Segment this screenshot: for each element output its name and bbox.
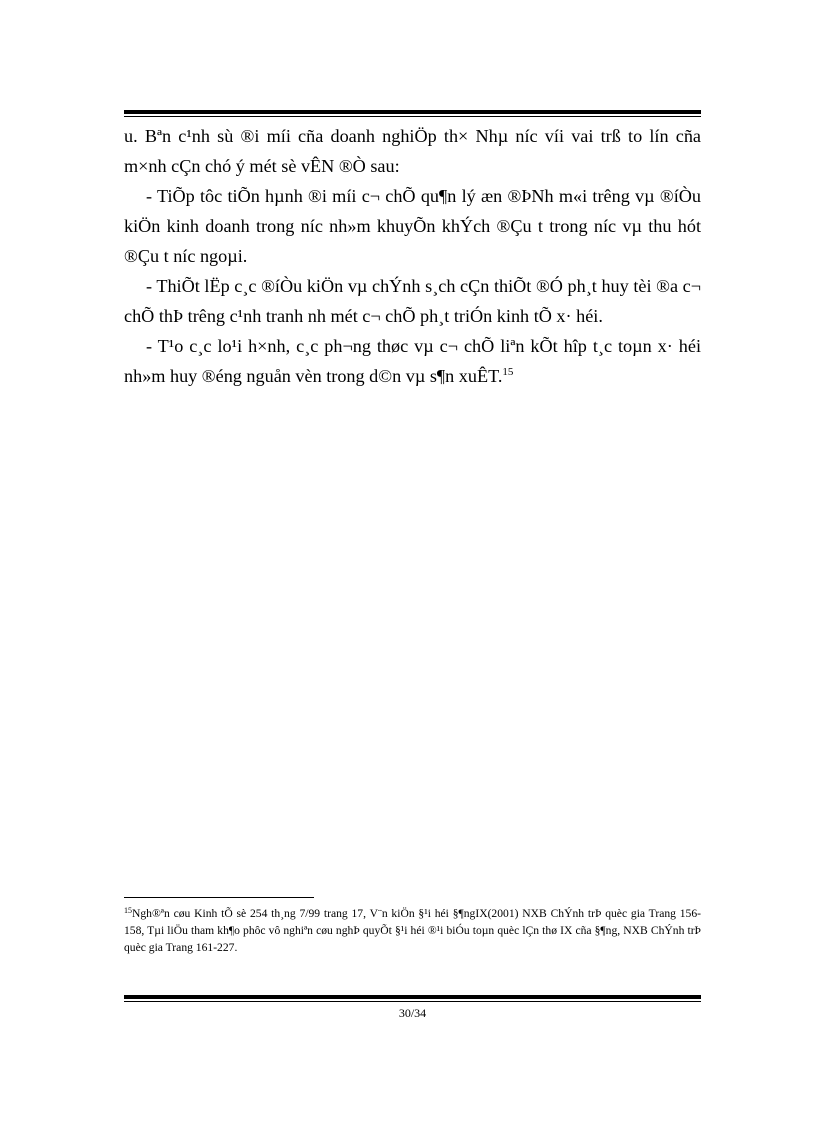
footnote-reference: 15	[502, 366, 514, 378]
footnote-separator	[124, 897, 314, 898]
footnote	[124, 905, 701, 956]
paragraph: u. Bªn c¹nh sù ®i míi cña doanh nghiÖp th× Nhµ níc víi vai trß to lín cña m×nh cÇn chó ý mét sè vÊN ®Ò sau:	[124, 126, 701, 176]
header-rule	[124, 110, 701, 117]
footnote-number: 15	[124, 906, 132, 915]
paragraph: - ThiÕt lËp c¸c ®íÒu kiÖn vµ chÝnh s¸ch cÇn thiÕt ®Ó ph¸t huy tèi ®a c¬ chÕ thÞ trêng c¹nh tranh nh mét c¬ chÕ ph¸t triÓn kinh tÕ x· héi.	[124, 276, 701, 326]
footer-rule	[124, 995, 701, 1002]
body-text	[124, 121, 701, 391]
footnote-text: Ngh®ªn cøu Kinh tÕ sè 254 th¸ng 7/99 trang 17, V¨n kiÖn §¹i héi §¶ngIX(2001) NXB ChÝnh trÞ quèc gia Trang 156-158, Tµi liÖu tham kh¶o phôc vô nghiªn cøu nghÞ quyÕt §¹i héi ®¹i biÓu toµn quèc lÇn thø IX cña §¶ng, NXB ChÝnh trÞ quèc gia Trang 161-227.	[124, 907, 701, 954]
page-number: 30/34	[398, 1006, 427, 1020]
paragraph: - T¹o c¸c lo¹i h×nh, c¸c ph¬ng thøc vµ c¬ chÕ liªn kÕt hîp t¸c toµn x· héi nh»m huy ®éng nguån vèn trong d©n vµ s¶n xuÊT.$^{15}$	[124, 336, 701, 386]
paragraph: - TiÕp tôc tiÕn hµnh ®i míi c¬ chÕ qu¶n lý æn ®ÞNh m«i trêng vµ ®íÒu kiÖn kinh doanh trong níc nh»m khuyÕn khÝch ®Çu t trong níc vµ thu hót ®Çu t níc ngoµi.	[124, 186, 701, 266]
